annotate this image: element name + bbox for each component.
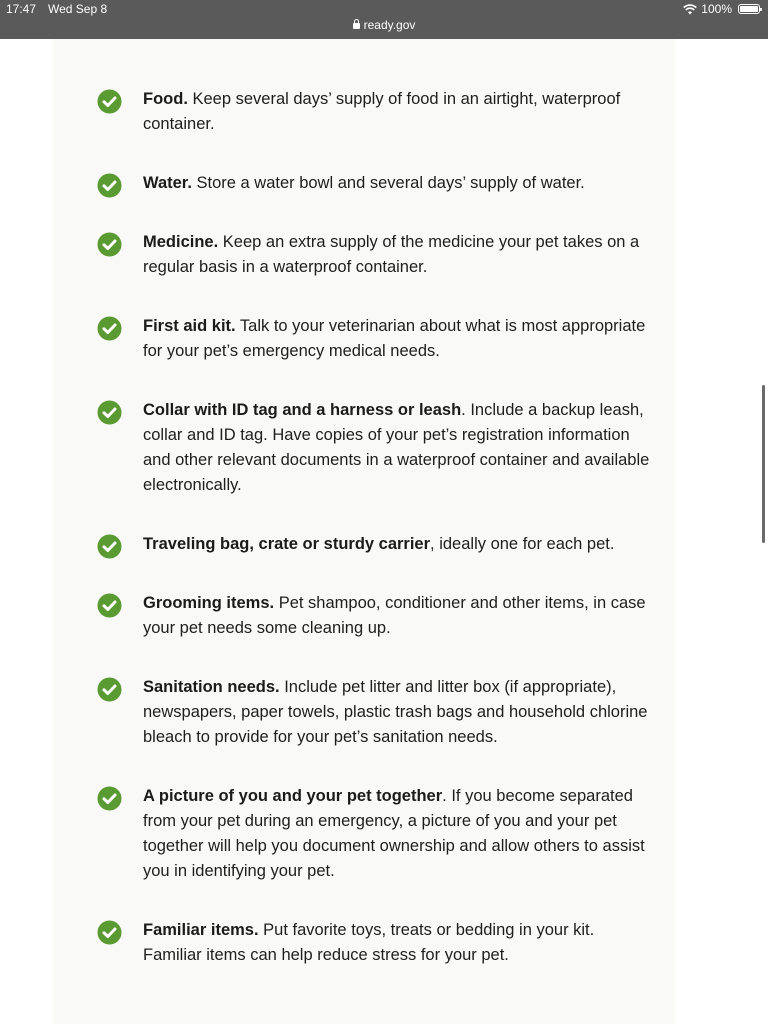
- item-description: Put favorite toys, treats or bedding in your kit. Familiar items can help reduce stress for your pet.: [143, 921, 595, 964]
- item-title: Grooming items.: [143, 594, 275, 612]
- check-circle-icon: [97, 89, 122, 114]
- content-card: [53, 39, 675, 1024]
- item-description: Keep several days’ supply of food in an airtight, waterproof container.: [143, 90, 621, 133]
- item-description: Pet shampoo, conditioner and other items, in case your pet needs some cleaning up.: [143, 594, 646, 637]
- check-circle-icon: [97, 534, 122, 559]
- address-url: ready.gov: [363, 18, 416, 32]
- item-description: . If you become separated from your pet during an emergency, a picture of you and your pet together will help you document ownership and allow others to assist you in identifying your pet.: [143, 787, 645, 880]
- check-circle-icon: [97, 316, 122, 341]
- item-title: Familiar items.: [143, 921, 259, 939]
- item-text: [143, 398, 653, 498]
- item-title: Medicine.: [143, 233, 219, 251]
- item-description: . Include a backup leash, collar and ID tag. Have copies of your pet’s registration information and other relevant documents in a waterproof container and available electronically.: [143, 401, 650, 494]
- status-time: 17:47: [6, 2, 37, 16]
- scrollbar[interactable]: [762, 385, 765, 543]
- item-text: [143, 532, 653, 557]
- lock-icon: [353, 23, 360, 29]
- item-title: A picture of you and your pet together: [143, 787, 443, 805]
- item-text: [143, 918, 653, 968]
- check-circle-icon: [97, 920, 122, 945]
- item-description: , ideally one for each pet.: [430, 535, 615, 553]
- check-circle-icon: [97, 593, 122, 618]
- status-date: Wed Sep 8: [48, 2, 108, 16]
- item-title: Food.: [143, 90, 188, 108]
- address-bar[interactable]: [0, 18, 768, 32]
- status-bar: [0, 0, 768, 39]
- item-text: [143, 87, 653, 137]
- check-circle-icon: [97, 400, 122, 425]
- item-description: Keep an extra supply of the medicine your pet takes on a regular basis in a waterproof container.: [143, 233, 640, 276]
- battery-icon: [738, 4, 760, 14]
- item-text: [143, 230, 653, 280]
- item-text: [143, 314, 653, 364]
- check-circle-icon: [97, 786, 122, 811]
- battery-percent: 100%: [701, 2, 732, 16]
- item-text: [143, 171, 653, 196]
- item-title: Collar with ID tag and a harness or leash: [143, 401, 462, 419]
- wifi-icon: [683, 4, 697, 15]
- item-text: [143, 675, 653, 750]
- item-title: Traveling bag, crate or sturdy carrier: [143, 535, 431, 553]
- item-title: First aid kit.: [143, 317, 236, 335]
- status-right-group: [683, 2, 760, 16]
- check-circle-icon: [97, 677, 122, 702]
- item-text: [143, 591, 653, 641]
- item-text: [143, 784, 653, 884]
- item-title: Water.: [143, 174, 192, 192]
- item-description: Talk to your veterinarian about what is most appropriate for your pet’s emergency medical needs.: [143, 317, 646, 360]
- item-description: Include pet litter and litter box (if appropriate), newspapers, paper towels, plastic trash bags and household chlorine bleach to provide for your pet’s sanitation needs.: [143, 678, 648, 746]
- check-circle-icon: [97, 232, 122, 257]
- item-description: Store a water bowl and several days’ supply of water.: [191, 174, 585, 192]
- check-circle-icon: [97, 173, 122, 198]
- item-title: Sanitation needs.: [143, 678, 280, 696]
